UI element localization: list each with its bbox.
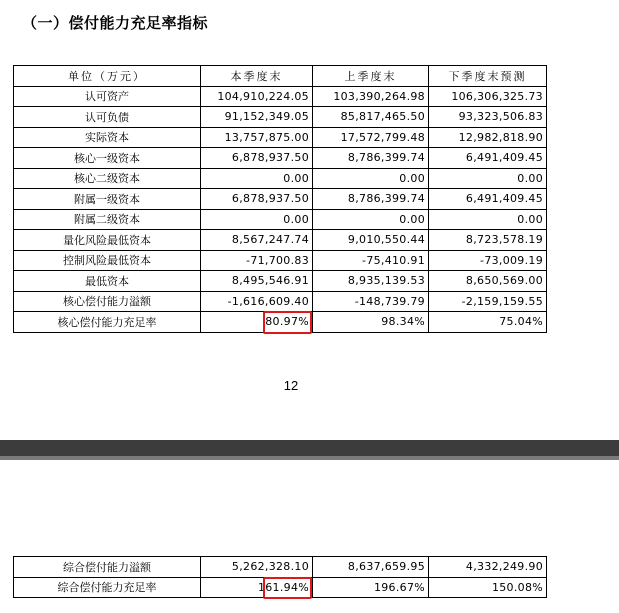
table-row: [14, 148, 547, 169]
row-label-cell: 量化风险最低资本: [14, 230, 201, 251]
value-cell: 93,323,506.83: [429, 107, 547, 128]
value-cell: 8,786,399.74: [313, 148, 429, 169]
table-row: [14, 230, 547, 251]
row-label-cell: 核心二级资本: [14, 168, 201, 189]
row-label-cell: 认可资产: [14, 86, 201, 107]
value-cell: -2,159,159.55: [429, 291, 547, 312]
value-cell: 0.00: [201, 209, 313, 230]
header-previous-quarter: 上季度末: [313, 66, 429, 87]
value-cell: 98.34%: [313, 312, 429, 333]
row-label-cell: 附属一级资本: [14, 189, 201, 210]
value-cell: 0.00: [429, 209, 547, 230]
highlighted-value-cell: 80.97%: [201, 312, 313, 333]
section-title: （一）偿付能力充足率指标: [22, 14, 209, 32]
value-cell: 17,572,799.48: [313, 127, 429, 148]
header-next-quarter-forecast: 下季度末预测: [429, 66, 547, 87]
page-number: 12: [283, 378, 299, 393]
value-cell: 6,878,937.50: [201, 189, 313, 210]
value-cell: 8,935,139.53: [313, 271, 429, 292]
value-cell: 6,491,409.45: [429, 189, 547, 210]
value-cell: 8,650,569.00: [429, 271, 547, 292]
value-cell: 0.00: [313, 209, 429, 230]
value-cell: 0.00: [313, 168, 429, 189]
row-label-cell: 核心偿付能力充足率: [14, 312, 201, 333]
row-label-cell: 控制风险最低资本: [14, 250, 201, 271]
value-cell: 4,332,249.90: [429, 557, 547, 578]
value-cell: 8,567,247.74: [201, 230, 313, 251]
value-cell: 103,390,264.98: [313, 86, 429, 107]
value-cell: 6,878,937.50: [201, 148, 313, 169]
value-cell: 106,306,325.73: [429, 86, 547, 107]
page-separator: [0, 440, 619, 456]
value-cell: 91,152,349.05: [201, 107, 313, 128]
value-cell: -73,009.19: [429, 250, 547, 271]
value-cell: -75,410.91: [313, 250, 429, 271]
row-label-cell: 认可负债: [14, 107, 201, 128]
value-cell: 104,910,224.05: [201, 86, 313, 107]
header-unit: 单位（万元）: [14, 66, 201, 87]
highlighted-value-cell: 161.94%: [201, 577, 313, 598]
header-current-quarter: 本季度末: [201, 66, 313, 87]
value-cell: 8,723,578.19: [429, 230, 547, 251]
table-row: [14, 271, 547, 292]
value-cell: 196.67%: [313, 577, 429, 598]
value-cell: 5,262,328.10: [201, 557, 313, 578]
table-row: [14, 312, 547, 333]
table-row: [14, 168, 547, 189]
value-cell: 150.08%: [429, 577, 547, 598]
row-label-cell: 综合偿付能力溢额: [14, 557, 201, 578]
comprehensive-solvency-table: [13, 556, 547, 598]
table-row: [14, 209, 547, 230]
value-cell: -1,616,609.40: [201, 291, 313, 312]
value-cell: 0.00: [429, 168, 547, 189]
value-cell: 6,491,409.45: [429, 148, 547, 169]
table-row: [14, 189, 547, 210]
table-row: [14, 86, 547, 107]
value-cell: 9,010,550.44: [313, 230, 429, 251]
table-row: [14, 127, 547, 148]
value-cell: 8,786,399.74: [313, 189, 429, 210]
value-cell: 75.04%: [429, 312, 547, 333]
value-cell: 12,982,818.90: [429, 127, 547, 148]
row-label-cell: 综合偿付能力充足率: [14, 577, 201, 598]
table-row: [14, 107, 547, 128]
row-label-cell: 核心一级资本: [14, 148, 201, 169]
value-cell: 8,495,546.91: [201, 271, 313, 292]
value-cell: -148,739.79: [313, 291, 429, 312]
table-header-row: [14, 66, 547, 87]
row-label-cell: 核心偿付能力溢额: [14, 291, 201, 312]
row-label-cell: 最低资本: [14, 271, 201, 292]
value-cell: 13,757,875.00: [201, 127, 313, 148]
solvency-indicator-table: [13, 65, 547, 333]
value-cell: 0.00: [201, 168, 313, 189]
table-row: [14, 557, 547, 578]
table-row: [14, 250, 547, 271]
value-cell: 8,637,659.95: [313, 557, 429, 578]
value-cell: -71,700.83: [201, 250, 313, 271]
row-label-cell: 附属二级资本: [14, 209, 201, 230]
row-label-cell: 实际资本: [14, 127, 201, 148]
value-cell: 85,817,465.50: [313, 107, 429, 128]
table-row: [14, 291, 547, 312]
table-row: [14, 577, 547, 598]
